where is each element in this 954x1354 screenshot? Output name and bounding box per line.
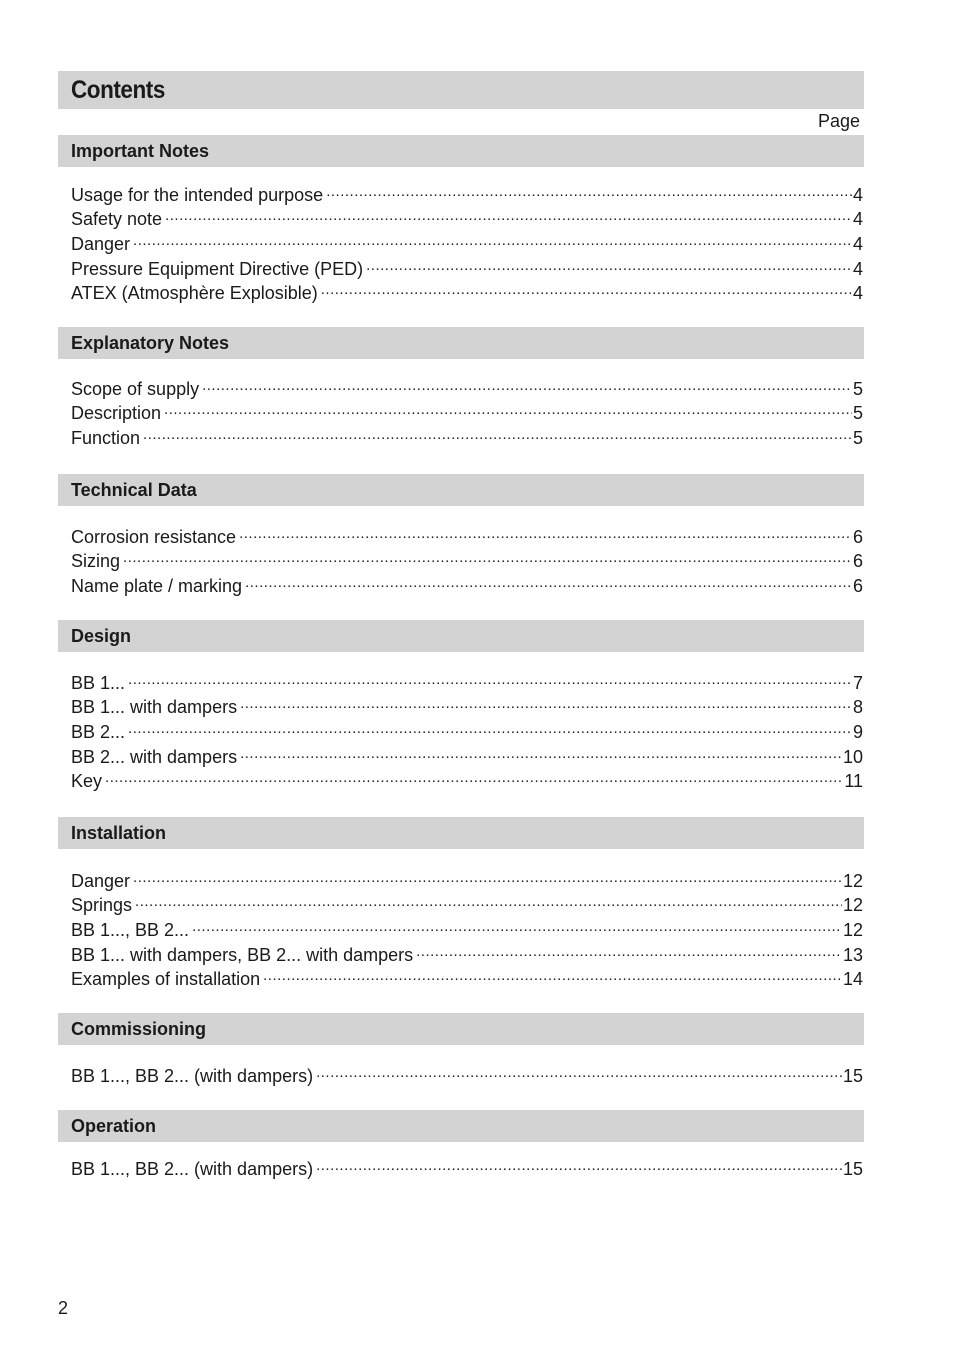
toc-entry-page: 11 bbox=[844, 771, 863, 792]
dot-leader bbox=[128, 664, 852, 689]
dot-leader bbox=[416, 936, 842, 961]
section-heading-explanatory-notes: Explanatory Notes bbox=[58, 327, 864, 359]
dot-leader bbox=[128, 713, 852, 738]
dot-leader bbox=[316, 1057, 842, 1082]
toc-entry-page: 5 bbox=[852, 378, 863, 399]
toc-entry[interactable] bbox=[71, 176, 863, 205]
toc-entry[interactable] bbox=[71, 738, 863, 767]
toc-entry-page: 4 bbox=[852, 234, 863, 255]
section-heading-installation: Installation bbox=[58, 817, 864, 849]
toc-entry[interactable] bbox=[71, 201, 863, 230]
toc-entry-label: Function bbox=[71, 428, 141, 449]
section-entries-commissioning bbox=[71, 1057, 863, 1086]
toc-entry-label: Name plate / marking bbox=[71, 576, 243, 597]
dot-leader bbox=[326, 176, 852, 201]
toc-entry-page: 15 bbox=[842, 1065, 863, 1086]
dot-leader bbox=[164, 395, 852, 420]
toc-entry-page: 6 bbox=[852, 576, 863, 597]
toc-entry-label: ATEX (Atmosphère Explosible) bbox=[71, 283, 318, 304]
section-heading-important-notes: Important Notes bbox=[58, 135, 864, 167]
dot-leader bbox=[192, 911, 842, 936]
toc-entry-label: BB 1..., BB 2... (with dampers) bbox=[71, 1065, 314, 1086]
toc-entry-label: Description bbox=[71, 403, 162, 424]
toc-entry-page: 5 bbox=[852, 428, 863, 449]
toc-entry[interactable] bbox=[71, 543, 863, 572]
section-entries-design bbox=[71, 664, 863, 792]
page-number: 2 bbox=[58, 1298, 69, 1318]
toc-entry-page: 12 bbox=[842, 895, 863, 916]
toc-entry-page: 7 bbox=[852, 672, 863, 693]
toc-entry-label: Danger bbox=[71, 870, 131, 891]
dot-leader bbox=[245, 567, 852, 592]
toc-entry[interactable] bbox=[71, 664, 863, 693]
toc-entry-label: Examples of installation bbox=[71, 969, 261, 990]
dot-leader bbox=[133, 862, 842, 887]
dot-leader bbox=[135, 887, 842, 912]
section-entries-technical-data bbox=[71, 518, 863, 597]
toc-entry-page: 12 bbox=[842, 870, 863, 891]
dot-leader bbox=[143, 419, 852, 444]
dot-leader bbox=[239, 518, 852, 543]
toc-entry-page: 14 bbox=[842, 969, 863, 990]
toc-entry-page: 9 bbox=[852, 722, 863, 743]
toc-entry-page: 4 bbox=[852, 209, 863, 230]
dot-leader bbox=[105, 763, 843, 788]
section-heading-commissioning: Commissioning bbox=[58, 1013, 864, 1045]
toc-entry[interactable] bbox=[71, 763, 863, 792]
toc-entry[interactable] bbox=[71, 370, 863, 399]
toc-entry-label: BB 1..., BB 2... bbox=[71, 920, 190, 941]
page-column-header: Page bbox=[817, 111, 860, 131]
toc-entry-label: Usage for the intended purpose bbox=[71, 184, 324, 205]
toc-entry-label: Key bbox=[71, 771, 103, 792]
toc-entry-label: Safety note bbox=[71, 209, 163, 230]
toc-entry-page: 10 bbox=[842, 746, 863, 767]
toc-entry-page: 8 bbox=[852, 697, 863, 718]
toc-entry-page: 6 bbox=[852, 551, 863, 572]
toc-entry-label: Corrosion resistance bbox=[71, 526, 237, 547]
dot-leader bbox=[316, 1150, 842, 1175]
toc-entry[interactable] bbox=[71, 419, 863, 449]
toc-entry[interactable] bbox=[71, 225, 863, 255]
toc-entry[interactable] bbox=[71, 713, 863, 743]
dot-leader bbox=[321, 275, 852, 300]
toc-entry[interactable] bbox=[71, 1150, 863, 1179]
toc-entry[interactable] bbox=[71, 1057, 863, 1086]
toc-entry[interactable] bbox=[71, 518, 863, 547]
toc-entry-label: Danger bbox=[71, 234, 131, 255]
toc-entry-page: 13 bbox=[842, 944, 863, 965]
toc-entry[interactable] bbox=[71, 250, 863, 279]
page-title: Contents bbox=[71, 75, 165, 104]
section-heading-operation: Operation bbox=[58, 1110, 864, 1142]
toc-entry-label: BB 1... with dampers bbox=[71, 697, 238, 718]
dot-leader bbox=[240, 738, 842, 763]
toc-entry-page: 6 bbox=[852, 526, 863, 547]
contents-title-bar bbox=[58, 71, 864, 109]
toc-entry[interactable] bbox=[71, 567, 863, 597]
toc-entry-label: BB 1..., BB 2... (with dampers) bbox=[71, 1158, 314, 1179]
toc-entry[interactable] bbox=[71, 862, 863, 891]
toc-entry[interactable] bbox=[71, 395, 863, 424]
toc-entry-label: Scope of supply bbox=[71, 378, 200, 399]
toc-entry-label: BB 2... bbox=[71, 722, 126, 743]
section-heading-technical-data: Technical Data bbox=[58, 474, 864, 506]
dot-leader bbox=[165, 201, 852, 226]
toc-entry-label: Sizing bbox=[71, 551, 121, 572]
toc-entry-label: BB 2... with dampers bbox=[71, 746, 238, 767]
section-entries-important-notes bbox=[71, 176, 863, 304]
dot-leader bbox=[133, 225, 852, 250]
dot-leader bbox=[202, 370, 852, 395]
toc-entry[interactable] bbox=[71, 689, 863, 718]
toc-entry-page: 4 bbox=[852, 184, 863, 205]
toc-entry-page: 15 bbox=[842, 1158, 863, 1179]
dot-leader bbox=[240, 689, 852, 714]
toc-entry[interactable] bbox=[71, 911, 863, 941]
toc-entry-page: 4 bbox=[852, 283, 863, 304]
section-entries-installation bbox=[71, 862, 863, 990]
toc-entry-page: 4 bbox=[852, 258, 863, 279]
toc-entry-page: 12 bbox=[842, 920, 863, 941]
section-entries-operation bbox=[71, 1150, 863, 1179]
dot-leader bbox=[263, 961, 842, 986]
toc-entry-label: Springs bbox=[71, 895, 133, 916]
toc-entry-page: 5 bbox=[852, 403, 863, 424]
toc-entry-label: BB 1... with dampers, BB 2... with dampers bbox=[71, 944, 414, 965]
dot-leader bbox=[123, 543, 852, 568]
section-entries-explanatory-notes bbox=[71, 370, 863, 449]
toc-entry[interactable] bbox=[71, 887, 863, 916]
toc-entry-label: BB 1... bbox=[71, 672, 126, 693]
section-heading-design: Design bbox=[58, 620, 864, 652]
toc-entry-label: Pressure Equipment Directive (PED) bbox=[71, 258, 364, 279]
dot-leader bbox=[366, 250, 852, 275]
